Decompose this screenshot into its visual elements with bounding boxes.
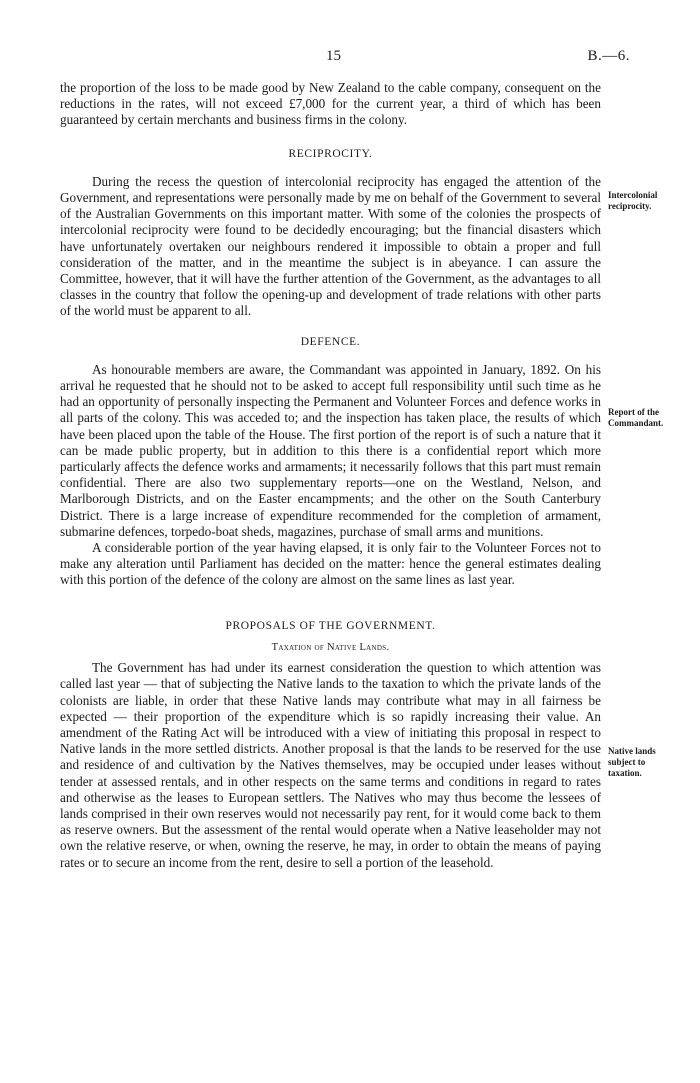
page-number: 15 <box>326 48 341 64</box>
taxation-paragraph: The Government has had under its earnest consideration the question to which attention was called last year — that of subjecting the Native lands to the taxation to which the private lands of the colonists are liable, in order that these Native lands may contribute what may in all fairness be expected — their proportion of the expenditure which is so rapidly increasing their value. An amendment of the Rating Act will be introduced with a view of initiating this proposal in respect to Native lands in the more settled districts. Another proposal is that the lands to be reserved for the use and residence of and cultivation by the Natives themselves, may be occupied under leases without tender at assessed rentals, and in other respects on the same terms and conditions in regard to rates and otherwise as the leases to European settlers. The Natives who may thus become the lessees of lands comprised in their own reserves would not necessarily pay rent, for it would come back to them as reserve owners. But the assessment of the rental would operate when a Native leaseholder may not own the relative reserve, or when, owning the reserve, he may, in order to obtain the means of paying rates or to secure an income from the rent, desire to sell a portion of the leasehold. <box>60 660 601 870</box>
margin-note-native-lands: Native lands subject to taxation. <box>608 746 656 778</box>
heading-proposals: PROPOSALS OF THE GOVERNMENT. <box>225 619 436 632</box>
defence-paragraph-2: A considerable portion of the year having elapsed, it is only fair to the Volunteer Forces not to make any alteration until Parliament has decided on the matter: hence the general estimates dealing with this portion of the defence of the colony are almost on the same lines as last year. <box>60 540 601 588</box>
page-header <box>0 48 700 70</box>
subheading-taxation: Taxation of Native Lands. <box>271 641 390 653</box>
heading-reciprocity: RECIPROCITY. <box>288 147 373 160</box>
opening-paragraph: the proportion of the loss to be made good by New Zealand to the cable company, consequent on the reductions in the rates, will not exceed £7,000 for the current year, a third of which has been guaranteed by certain merchants and business firms in the colony. <box>60 80 601 128</box>
heading-defence: DEFENCE. <box>300 335 361 348</box>
body-text <box>60 80 601 871</box>
defence-paragraph-1: As honourable members are aware, the Commandant was appointed in January, 1892. On his arrival he requested that he should not to be asked to accept full responsibility until such time as he had an opportunity of personally inspecting the Permanent and Volunteer Forces and defence works in all parts of the colony. This was acceded to; and the inspection has taken place, the results of which have been placed upon the table of the House. The first portion of the report is of such a nature that it can be made public property, but in addition to this there is a confidential report which more particularly affects the defence works and armaments; it necessarily follows that this part must remain confidential. There are also two supplementary reports—one on the Westland, Nelson, and Marlborough Districts, and on the Easter encampments; and the other on the South Canterbury District. There is a large increase of expenditure recommended for the completion of armament, submarine defences, torpedo-boat sheds, magazines, purchase of small arms and munitions. <box>60 361 601 539</box>
reciprocity-paragraph: During the recess the question of intercolonial reciprocity has engaged the attention of the Government, and representations were personally made by me on behalf of the Government to several of the Australian Governments on this important matter. With some of the colonies the prospects of intercolonial reciprocity were found to be decidedly encouraging; but the financial disasters which have unfortunately overtaken our neighbours rendered it impossible to obtain a proper and full consideration of the matter, and in the meantime the subject is in abeyance. I can assure the Committee, however, that it will have the further attention of the Government, as the advantages to all classes in the country that follow the opening-up and development of trade relations with other parts of the world must be apparent to all. <box>60 173 601 319</box>
margin-note-commandant: Report of the Commandant. <box>608 407 664 428</box>
margin-note-intercolonial: Intercolonial reciprocity. <box>608 190 658 211</box>
document-code: B.—6. <box>587 48 630 64</box>
